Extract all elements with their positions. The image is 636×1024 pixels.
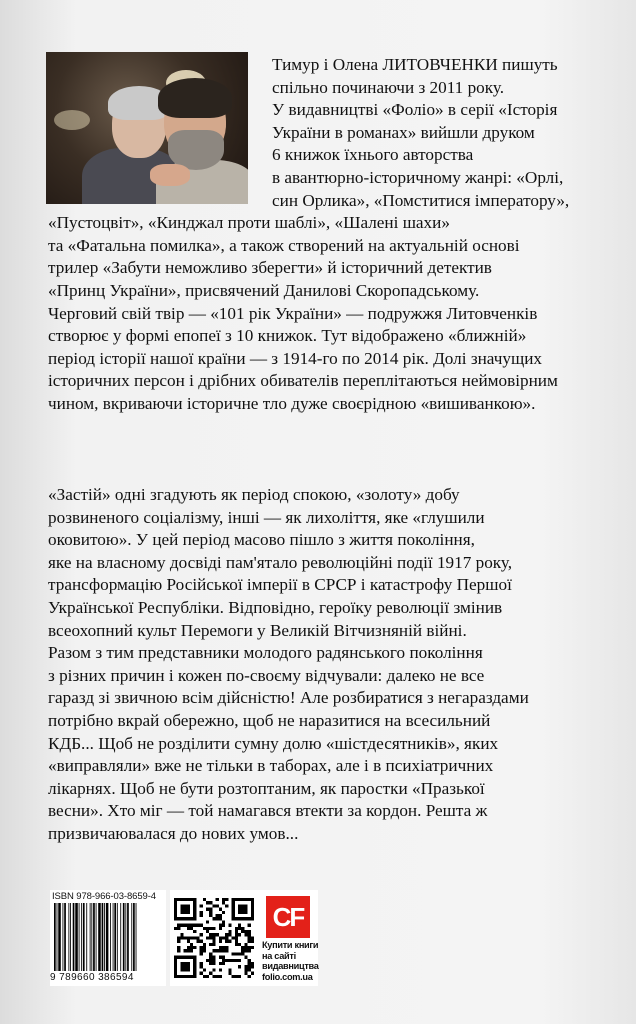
text-line: «Пустоцвіт», «Кинджал проти шаблі», «Шалені шахи» [48, 213, 450, 233]
text-line: всеохопний культ Перемоги у Великій Вітчизняній війні. [48, 620, 467, 640]
text-line: Української Республіки. Відповідно, героїку революції змінив [48, 597, 503, 617]
text-line: Черговий свій твір — «101 рік України» — подружжя Литовченків [48, 303, 538, 323]
text-line: створює у формі епопеї з 10 книжок. Тут відображено «ближній» [48, 326, 527, 346]
publisher-logo: CF [266, 896, 310, 938]
text-line: «виправляли» вже не тільки в таборах, але і в психіатричних [48, 756, 494, 776]
text-line: гаразд зі звичною всім дійсністю! Але розбиратися з негараздами [48, 688, 529, 708]
publisher-block [258, 890, 318, 986]
text-line: КДБ... Щоб не розділити сумну долю «шістдесятників», яких [48, 733, 499, 753]
text-line: Разом з тим представники молодого радянського покоління [48, 643, 483, 663]
text-line: трилер «Забути неможливо зберегти» й історичний детектив [48, 258, 492, 278]
text-line: в авантюрно-історичному жанрі: «Орлі, [272, 167, 564, 187]
text-line: призвичаювалася до нових умов... [48, 823, 299, 843]
text-line: «Принц України», присвячений Данилові Скоропадському. [48, 280, 480, 300]
qr-code-pattern [174, 898, 254, 978]
text-line: потрібно вкрай обережно, щоб не наразитися на всесильний [48, 710, 491, 730]
text-line: України в романах» вийшли друком [272, 122, 535, 142]
isbn-label: ISBN 978-966-03-8659-4 [52, 891, 156, 902]
buy-books-text: Купити книги на сайті видавництва folio.com.ua [262, 940, 319, 982]
text-line: весни». Хто міг — той намагався втекти за кордон. Решта ж [48, 801, 488, 821]
barcode-bars [54, 903, 162, 971]
book-annotation-paragraph [48, 484, 620, 846]
text-line: оковитою». У цей період масово пішло з життя покоління, [48, 530, 475, 550]
text-line: трансформацію Російської імперії в СРСР і катастрофу Першої [48, 575, 512, 595]
text-line: історичних персон і дрібних обивателів переплітаються неймовірним [48, 371, 558, 391]
text-line: спільно починаючи з 2011 року. [272, 77, 505, 97]
text-line: та «Фатальна помилка», а також створений на актуальній основі [48, 235, 520, 255]
text-line: чином, вкриваючи історичне тло дуже своєрідною «вишиванкою». [48, 393, 536, 413]
text-line: лікарнях. Щоб не бути розтоптаним, як паростки «Празької [48, 778, 485, 798]
text-line: розвиненого соціалізму, інші — як лихоліття, яке «глушили [48, 507, 485, 527]
text-line: з різних причин і кожен по-своєму відчували: далеко не все [48, 665, 485, 685]
text-line: 6 книжок їхнього авторства [272, 145, 474, 165]
text-line: Тимур і Олена ЛИТОВЧЕНКИ пишуть [272, 55, 558, 74]
ean-digits: 9 789660 386594 [50, 972, 134, 983]
text-line: «Застій» одні згадують як період спокою, «золоту» добу [48, 485, 460, 504]
text-line: У видавництві «Фоліо» в серії «Історія [272, 100, 558, 120]
text-line: період історії нашої країни — з 1914-го по 2014 рік. Долі значущих [48, 348, 543, 368]
isbn-barcode [50, 890, 166, 986]
text-line: син Орлика», «Помститися імператору», [272, 190, 570, 210]
qr-code [170, 890, 258, 986]
text-line: яке на власному досвіді пам'ятало революційні події 1917 року, [48, 552, 513, 572]
author-bio-paragraph [48, 54, 620, 416]
